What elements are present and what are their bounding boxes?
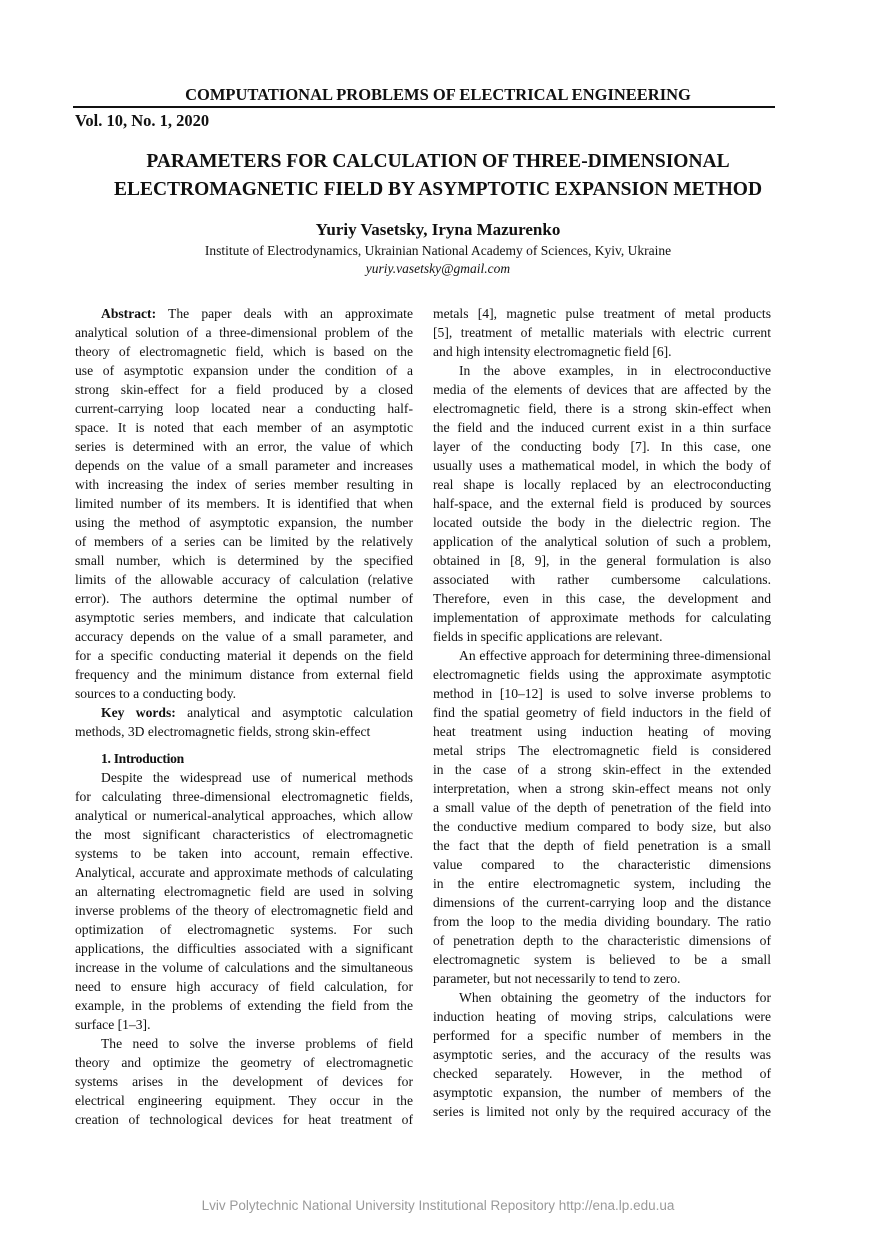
- text-line: Key words: analytical and asymptotic calculation: [101, 705, 413, 720]
- section-heading: 1. Introduction: [101, 751, 184, 766]
- text-line: [5], treatment of metallic materials with electric current: [433, 325, 771, 340]
- text-line: surface [1–3].: [75, 1017, 151, 1032]
- text-line: half-space, and the external field is produced by sources: [433, 496, 771, 511]
- text-line: analytical or numerical-analytical approaches, which allow: [75, 808, 413, 823]
- text-line: for calculating three-dimensional electromagnetic fields,: [75, 789, 413, 804]
- text-line: optimization of electromagnetic systems. For such: [75, 922, 413, 937]
- text-line: layer of the conducting body [7]. In this case, one: [433, 439, 771, 454]
- text-line: electromagnetic system is believed to be a small: [433, 952, 771, 967]
- authors: Yuriy Vasetsky, Iryna Mazurenko: [315, 220, 561, 239]
- text-line: sources to a conducting body.: [75, 686, 237, 701]
- text-line: When obtaining the geometry of the inductors for: [459, 990, 771, 1005]
- abstract: [75, 304, 413, 703]
- text-line: Therefore, even in this case, the development and: [433, 591, 771, 606]
- text-line: current-carrying loop located near a conducting half-: [75, 401, 413, 416]
- keywords: [75, 703, 413, 741]
- text-line: asymptotic series, and the accuracy of the results was: [433, 1047, 771, 1062]
- text-line: systems to be taken into account, remain effective.: [75, 846, 413, 861]
- title-line: PARAMETERS FOR CALCULATION OF THREE-DIMENSIONAL: [146, 151, 730, 172]
- text-line: theory and optimize the geometry of electromagnetic: [75, 1055, 413, 1070]
- paragraph: [75, 1034, 413, 1129]
- text-line: the most significant characteristics of electromagnetic: [75, 827, 413, 842]
- text-line: use of asymptotic expansion under the condition of a: [75, 363, 413, 378]
- lead-label: Abstract:: [101, 306, 157, 321]
- text-line: a small value of the depth of penetration of the field into: [433, 800, 771, 815]
- text-line: induction heating of moving strips, calculations were: [433, 1009, 771, 1024]
- text-line: checked separately. However, in the method of: [433, 1066, 771, 1081]
- text-line: parameter, but not necessarily to tend to zero.: [433, 971, 681, 986]
- text-line: usually uses a mathematical model, in which the body of: [433, 458, 771, 473]
- text-line: and high intensity electromagnetic field [6].: [433, 344, 672, 359]
- text-line: theory of electromagnetic field, which is based on the: [75, 344, 413, 359]
- text-line: electromagnetic field, there is a strong skin-effect when: [433, 401, 771, 416]
- lead-label: Key words:: [101, 705, 176, 720]
- header-rule: [73, 106, 775, 108]
- text-line: limits of the allowable accuracy of calculation (relative: [75, 572, 413, 587]
- text-line: An effective approach for determining three-dimensional: [459, 648, 771, 663]
- text-line: asymptotic series members, and indicate that calculation: [75, 610, 413, 625]
- left-column: [75, 304, 413, 1129]
- text-line: value compared to the characteristic dimensions: [433, 857, 771, 872]
- text-line: the fact that the depth of field penetration is a small: [433, 838, 771, 853]
- text-line: the conductive medium compared to body size, but also: [433, 819, 771, 834]
- repository-footer: Lviv Polytechnic National University Institutional Repository http://ena.lp.edu.ua: [201, 1198, 675, 1213]
- text-line: media of the elements of devices that are affected by the: [433, 382, 771, 397]
- text-line: series is limited not only by the required accuracy of the: [433, 1104, 771, 1119]
- text-line: electrical engineering equipment. They occur in the: [75, 1093, 413, 1108]
- text-line: method in [10–12] is used to solve inverse problems to: [433, 686, 771, 701]
- text-line: in the entire electromagnetic system, including the: [433, 876, 771, 891]
- text-line: depends on the value of a small parameter and increases: [75, 458, 413, 473]
- author-email[interactable]: yuriy.vasetsky@gmail.com: [365, 261, 511, 276]
- text-line: Despite the widespread use of numerical methods: [101, 770, 413, 785]
- text-line: series is determined with an error, the value of which: [75, 439, 413, 454]
- text-line: fields in specific applications are relevant.: [433, 629, 663, 644]
- text-line: strong skin-effect for a field produced by a closed: [75, 382, 413, 397]
- title-line: ELECTROMAGNETIC FIELD BY ASYMPTOTIC EXPANSION METHOD: [113, 179, 763, 200]
- text-line: Abstract: The paper deals with an approximate: [101, 306, 413, 321]
- paragraph: [433, 361, 771, 646]
- text-line: located outside the body in the dielectric region. The: [433, 515, 771, 530]
- paragraph: [433, 646, 771, 988]
- text-line: find the spatial geometry of field inductors in the field of: [433, 705, 771, 720]
- text-line: from the loop to the media dividing boundary. The ratio: [433, 914, 771, 929]
- text-line: interpretation, when a strong skin-effect means not only: [433, 781, 771, 796]
- text-line: space. It is noted that each member of an asymptotic: [75, 420, 413, 435]
- text-line: implementation of approximate methods for calculating: [433, 610, 771, 625]
- text-line: Analytical, accurate and approximate methods of calculating: [75, 865, 413, 880]
- text-line: with increasing the index of series member resulting in: [75, 477, 413, 492]
- text-line: accuracy depends on the value of a small parameter, and: [75, 629, 413, 644]
- text-line: example, in the problems of extending the field from the: [75, 998, 413, 1013]
- text-line: metal strips The electromagnetic field is considered: [433, 743, 771, 758]
- paper-title: [0, 148, 876, 204]
- text-line: increase in the volume of calculations and the simultaneous: [75, 960, 413, 975]
- paragraph: [433, 988, 771, 1121]
- paragraph: [75, 768, 413, 1034]
- text-line: frequency and the minimum distance from external field: [75, 667, 413, 682]
- text-line: systems arises in the development of devices for: [75, 1074, 413, 1089]
- text-line: the field and the induced current exist in a thin surface: [433, 420, 771, 435]
- text-line: application of the analytical solution of such a problem,: [433, 534, 771, 549]
- text-line: real shape is locally replaced by an electroconducting: [433, 477, 771, 492]
- text-line: using the method of asymptotic expansion, the number: [75, 515, 413, 530]
- text-line: heat treatment using induction heating of moving: [433, 724, 771, 739]
- text-line: of penetration depth to the characteristic dimensions of: [433, 933, 771, 948]
- text-line: inverse problems of the theory of electromagnetic field and: [75, 903, 413, 918]
- text-line: limited number of its members. It is identified that when: [75, 496, 413, 511]
- text-line: creation of technological devices for heat treatment of: [75, 1112, 413, 1127]
- right-column: [433, 304, 771, 1121]
- text-line: of members of a series can be limited by the relatively: [75, 534, 413, 549]
- text-line: The need to solve the inverse problems of field: [101, 1036, 413, 1051]
- text-line: small number, which is determined by the specified: [75, 553, 413, 568]
- volume-info: Vol. 10, No. 1, 2020: [75, 111, 210, 130]
- text-line: performed for a specific number of members in the: [433, 1028, 771, 1043]
- text-line: metals [4], magnetic pulse treatment of metal products: [433, 306, 771, 321]
- text-line: associated with rather cumbersome calculations.: [433, 572, 771, 587]
- text-line: analytical solution of a three-dimensional problem of the: [75, 325, 413, 340]
- text-line: electromagnetic fields using the approximate asymptotic: [433, 667, 771, 682]
- text-line: in the case of a strong skin-effect in the extended: [433, 762, 771, 777]
- text-line: for a specific conducting material it depends on the field: [75, 648, 413, 663]
- affiliation: Institute of Electrodynamics, Ukrainian National Academy of Sciences, Kyiv, Ukraine: [204, 243, 672, 258]
- text-line: methods, 3D electromagnetic fields, strong skin-effect: [75, 724, 371, 739]
- text-line: dimensions of the current-carrying loop and the distance: [433, 895, 771, 910]
- text-line: applications, the difficulties associated with a significant: [75, 941, 413, 956]
- journal-name: COMPUTATIONAL PROBLEMS OF ELECTRICAL ENGINEERING: [185, 85, 691, 104]
- text-line: an alternating electromagnetic field are used in solving: [75, 884, 413, 899]
- text-line: In the above examples, in in electroconductive: [459, 363, 771, 378]
- text-line: obtained in [8, 9], in the general formulation is also: [433, 553, 771, 568]
- text-line: error). The authors determine the optimal number of: [75, 591, 413, 606]
- text-line: asymptotic expansion, the number of members of the: [433, 1085, 771, 1100]
- text-line: need to ensure high accuracy of field calculation, for: [75, 979, 413, 994]
- paragraph: [433, 304, 771, 361]
